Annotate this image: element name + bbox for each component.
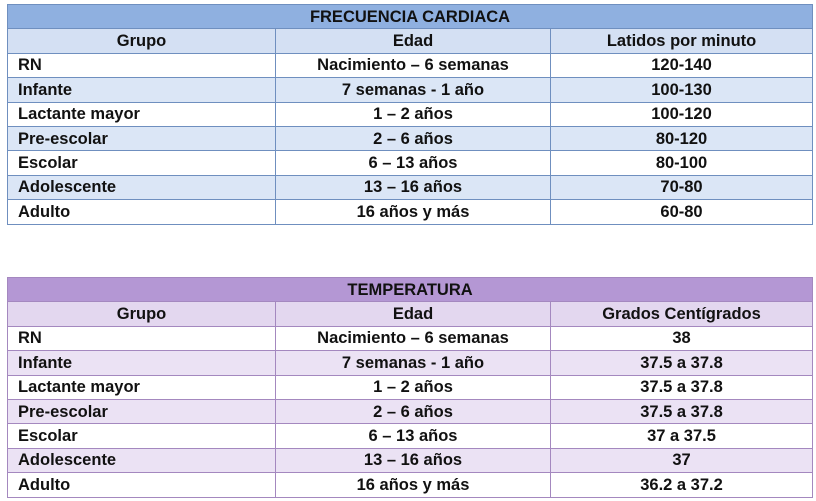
cell-value: 37	[551, 448, 813, 472]
cell-grupo: RN	[8, 326, 276, 350]
column-header-grupo: Grupo	[8, 29, 276, 53]
column-header-row	[8, 302, 813, 326]
table-body	[8, 53, 813, 224]
cell-edad: 6 – 13 años	[276, 151, 551, 175]
cell-edad: 6 – 13 años	[276, 424, 551, 448]
table-title-row	[8, 5, 813, 29]
cell-value: 37.5 a 37.8	[551, 399, 813, 423]
cell-edad: 2 – 6 años	[276, 399, 551, 423]
cell-edad: Nacimiento – 6 semanas	[276, 53, 551, 77]
table-title: TEMPERATURA	[8, 278, 813, 302]
cell-grupo: Pre-escolar	[8, 399, 276, 423]
cell-edad: 13 – 16 años	[276, 175, 551, 199]
cell-value: 37.5 a 37.8	[551, 351, 813, 375]
column-header-grados: Grados Centígrados	[551, 302, 813, 326]
table-row	[8, 151, 813, 175]
table-row	[8, 78, 813, 102]
cell-value: 100-130	[551, 78, 813, 102]
cell-grupo: Infante	[8, 351, 276, 375]
cell-edad: 1 – 2 años	[276, 102, 551, 126]
cell-edad: 2 – 6 años	[276, 126, 551, 150]
cell-grupo: Infante	[8, 78, 276, 102]
cell-grupo: Adolescente	[8, 448, 276, 472]
cell-value: 80-120	[551, 126, 813, 150]
cell-value: 60-80	[551, 200, 813, 224]
column-header-edad: Edad	[276, 29, 551, 53]
cell-grupo: Lactante mayor	[8, 375, 276, 399]
cell-grupo: Adulto	[8, 200, 276, 224]
cell-edad: Nacimiento – 6 semanas	[276, 326, 551, 350]
table-title-row	[8, 278, 813, 302]
table-row	[8, 424, 813, 448]
cell-grupo: Escolar	[8, 151, 276, 175]
cell-grupo: Adolescente	[8, 175, 276, 199]
cell-value: 100-120	[551, 102, 813, 126]
cell-grupo: Pre-escolar	[8, 126, 276, 150]
table-row	[8, 399, 813, 423]
cell-grupo: RN	[8, 53, 276, 77]
table-row	[8, 175, 813, 199]
temperature-table	[7, 277, 813, 498]
table-row	[8, 126, 813, 150]
table-row	[8, 102, 813, 126]
table-row	[8, 53, 813, 77]
cell-edad: 16 años y más	[276, 200, 551, 224]
cell-edad: 1 – 2 años	[276, 375, 551, 399]
cell-value: 36.2 a 37.2	[551, 473, 813, 497]
cell-edad: 13 – 16 años	[276, 448, 551, 472]
column-header-row	[8, 29, 813, 53]
column-header-latidos: Latidos por minuto	[551, 29, 813, 53]
table-title: FRECUENCIA CARDIACA	[8, 5, 813, 29]
cell-value: 70-80	[551, 175, 813, 199]
cell-value: 80-100	[551, 151, 813, 175]
cell-grupo: Escolar	[8, 424, 276, 448]
column-header-edad: Edad	[276, 302, 551, 326]
column-header-grupo: Grupo	[8, 302, 276, 326]
table-row	[8, 448, 813, 472]
heart-rate-table	[7, 4, 813, 225]
table-row	[8, 200, 813, 224]
table-body	[8, 326, 813, 497]
table-row	[8, 375, 813, 399]
cell-value: 120-140	[551, 53, 813, 77]
cell-value: 37 a 37.5	[551, 424, 813, 448]
cell-edad: 7 semanas - 1 año	[276, 78, 551, 102]
table-row	[8, 326, 813, 350]
cell-edad: 16 años y más	[276, 473, 551, 497]
cell-value: 38	[551, 326, 813, 350]
cell-edad: 7 semanas - 1 año	[276, 351, 551, 375]
table-row	[8, 473, 813, 497]
table-row	[8, 351, 813, 375]
cell-grupo: Adulto	[8, 473, 276, 497]
cell-value: 37.5 a 37.8	[551, 375, 813, 399]
cell-grupo: Lactante mayor	[8, 102, 276, 126]
